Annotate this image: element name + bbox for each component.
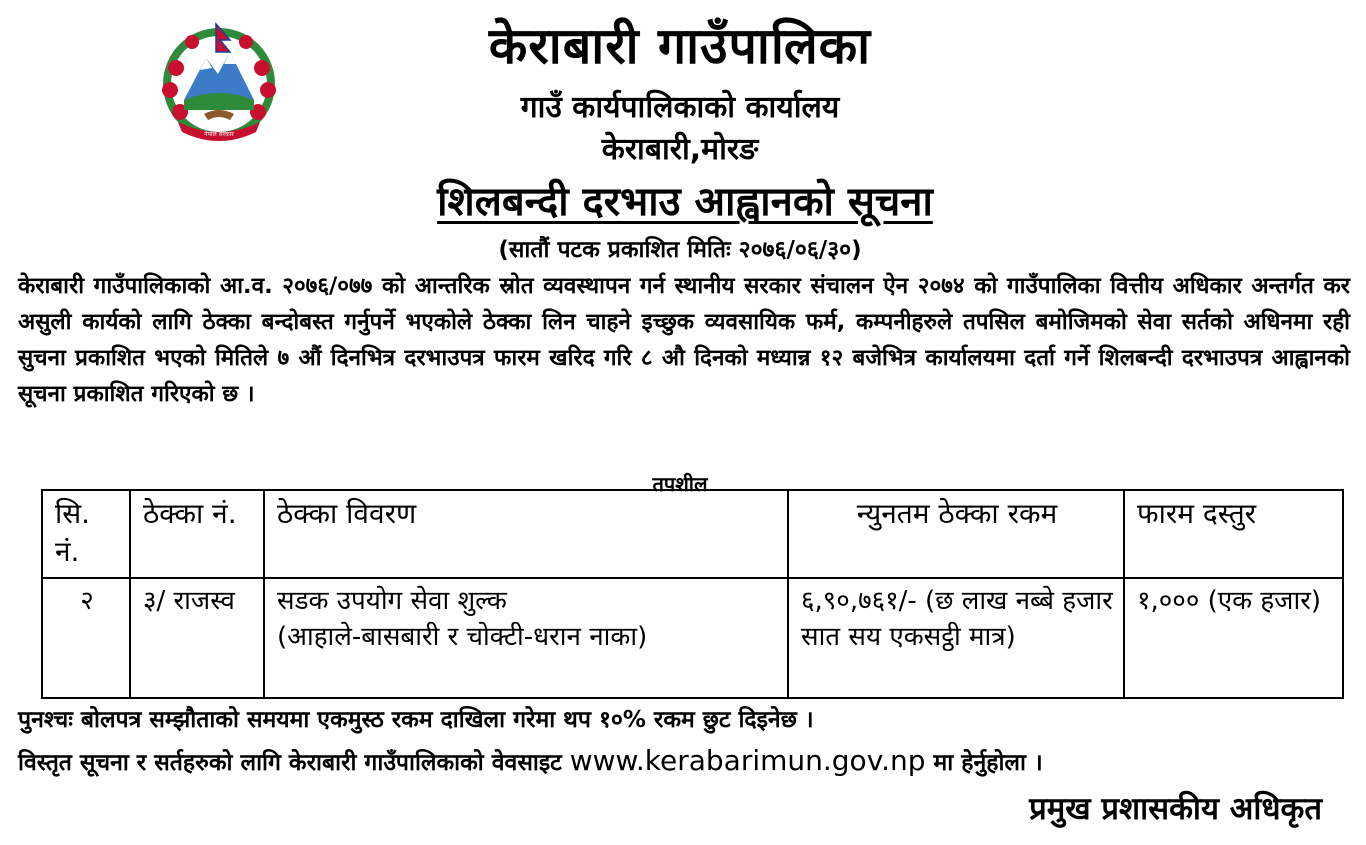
signature-title: प्रमुख प्रशासकीय अधिकृत: [1029, 791, 1322, 827]
column-header-description: ठेक्का विवरण: [264, 490, 788, 578]
office-subtitle: गाउँ कार्यपालिकाको कार्यालय: [520, 90, 840, 125]
tender-schedule-table: [41, 489, 1344, 699]
cell-description: [264, 578, 788, 698]
notice-heading: शिलबन्दी दरभाउ आह्वानको सूचना: [437, 179, 933, 225]
column-header-form-fee: फारम दस्तुर: [1124, 490, 1343, 578]
schedule-label: तपशील: [652, 472, 708, 496]
table-row: [42, 578, 1343, 698]
cell-min-amount: ६,९०,७६१/- (छ लाख नब्बे हजार सात सय एकसट्ठी मात्र): [788, 578, 1124, 698]
description-title: सडक उपयोग सेवा शुल्क: [277, 586, 507, 616]
government-emblem-logo: [156, 18, 282, 146]
municipality-title: केराबारी गाउँपालिका: [488, 17, 872, 75]
handshake-icon: [204, 110, 234, 120]
cell-form-fee: १,००० (एक हजार): [1124, 578, 1343, 698]
website-link[interactable]: www.kerabarimun.gov.np: [569, 744, 926, 777]
cell-serial: २: [42, 578, 130, 698]
svg-text:नेपाल सरकार: नेपाल सरकार: [204, 131, 234, 138]
column-header-min-amount: न्युनतम ठेक्का रकम: [788, 490, 1124, 578]
details-suffix: मा हेर्नुहोला ।: [933, 750, 1043, 776]
column-header-contract-no: ठेक्का नं.: [130, 490, 264, 578]
notice-body: केराबारी गाउँपालिकाको आ.व. २०७६/०७७ को आन्तरिक स्रोत व्यवस्थापन गर्न स्थानीय सरकार संचालन ऐन २०७४ को गाउँपालिका वित्तीय अधिकार अन्तर्गत कर असुली कार्यको लागि ठेक्का बन्दोबस्त गर्नुपर्ने भएकोले ठेक्का लिन चाहने इच्छुक व्यवसायिक फर्म, कम्पनीहरुले तपसिल बमोजिमको सेवा सर्तको अधिनमा रही सुचना प्रकाशित भएको मितिले ७ औं दिनभित्र दरभाउपत्र फारम खरिद गरि ८ औ दिनको मध्यान्न १२ बजेभित्र कार्यालयमा दर्ता गर्ने शिलबन्दी दरभाउपत्र आह्वानको सूचना प्रकाशित गरिएको छ ।: [18, 273, 1350, 407]
cell-contract-no: ३/ राजस्व: [130, 578, 264, 698]
publication-date: (सातौं पटक प्रकाशित मितिः २०७६/०६/३०): [498, 237, 862, 263]
details-note: [18, 744, 1358, 780]
column-header-serial: सि. नं.: [42, 490, 130, 578]
office-location: केराबारी,मोरङ: [601, 132, 759, 167]
details-prefix: विस्तृत सूचना र सर्तहरुको लागि केराबारी गाउँपालिकाको वेवसाइट: [18, 750, 562, 776]
postscript-note: पुनश्चः बोलपत्र सम्झौताको समयमा एकमुस्ठ रकम दाखिला गरेमा थप १०% रकम छुट दिइनेछ ।: [18, 707, 814, 733]
table-header-row: [42, 490, 1343, 578]
mountain-icon: [184, 52, 254, 100]
description-detail: (आहाले-बासबारी र चोक्टी-धरान नाका): [277, 622, 648, 652]
